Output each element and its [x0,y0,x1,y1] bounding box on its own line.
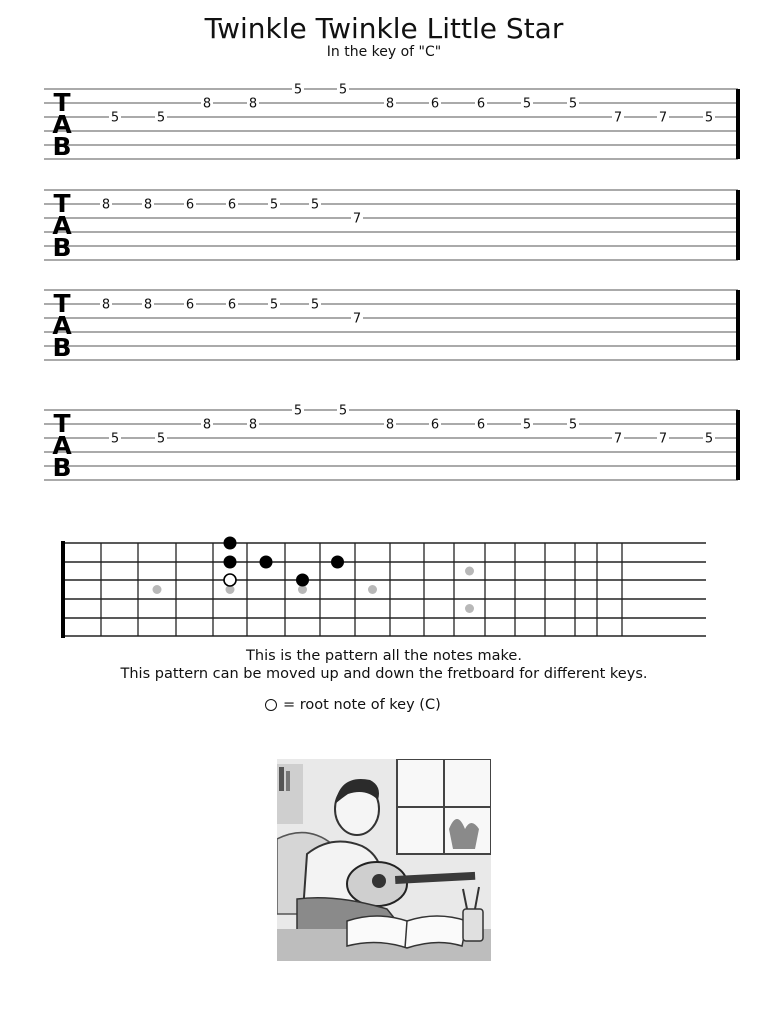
fret-number: 5 [310,197,320,213]
fret-number: 5 [269,197,279,213]
pattern-note-dot [224,556,237,569]
fret-number: 5 [522,96,532,112]
fret-number: 8 [202,96,212,112]
fret-number: 8 [101,197,111,213]
fret-number: 5 [110,110,120,126]
fret-number: 5 [156,431,166,447]
tab-clef-letter: T [53,88,71,117]
tab-clef-letter: T [53,189,71,218]
fret-number: 7 [352,211,362,227]
fret-number: 5 [338,403,348,419]
inlay-dot [368,585,377,594]
fret-number: 6 [227,297,237,313]
inlay-dot [465,567,474,576]
fret-number: 6 [430,96,440,112]
fret-number: 7 [658,431,668,447]
inlay-dot [465,604,474,613]
fret-number: 8 [143,297,153,313]
tab-clef-letter: A [52,431,72,460]
fret-number: 5 [522,417,532,433]
fret-number: 7 [613,431,623,447]
boy-playing-guitar-illustration [277,759,491,961]
tab-clef-letter: A [52,211,72,240]
fret-number: 8 [143,197,153,213]
fret-number: 5 [704,110,714,126]
fret-number: 6 [430,417,440,433]
fret-number: 5 [704,431,714,447]
tab-clef-letter: T [53,409,71,438]
fret-number: 7 [613,110,623,126]
tab-clef-letter: A [52,110,72,139]
pattern-note-dot [260,556,273,569]
pattern-note-dot [331,556,344,569]
pattern-caption: This is the pattern all the notes make. [246,648,522,664]
fret-number: 6 [227,197,237,213]
fret-number: 5 [269,297,279,313]
inlay-dot [153,585,162,594]
page-title: Twinkle Twinkle Little Star [204,12,564,45]
fret-number: 7 [352,311,362,327]
tab-clef-letter: B [52,233,72,262]
pattern-note: This pattern can be moved up and down the fretboard for different keys. [120,666,648,682]
legend-text: = root note of key (C) [283,697,441,713]
fret-number: 5 [310,297,320,313]
fret-number: 8 [248,96,258,112]
tab-clef-letter: B [52,453,72,482]
tab-clef-letter: T [53,289,71,318]
root-note-legend [265,697,441,713]
root-note-ring-icon [265,699,277,711]
fret-number: 8 [248,417,258,433]
tab-clef-letter: B [52,333,72,362]
fret-number: 5 [338,82,348,98]
fret-number: 8 [385,96,395,112]
fret-number: 6 [185,297,195,313]
fret-number: 6 [476,96,486,112]
tab-clef-letter: A [52,311,72,340]
root-note-dot [224,574,236,586]
fret-number: 8 [202,417,212,433]
fret-number: 5 [156,110,166,126]
fret-number: 8 [385,417,395,433]
fret-number: 5 [293,82,303,98]
fret-number: 5 [293,403,303,419]
fret-number: 5 [568,417,578,433]
key-subtitle: In the key of "C" [326,44,442,60]
tab-clef-letter: B [52,132,72,161]
fret-number: 5 [568,96,578,112]
fret-number: 6 [476,417,486,433]
fret-number: 8 [101,297,111,313]
fret-number: 5 [110,431,120,447]
fret-number: 7 [658,110,668,126]
pattern-note-dot [296,574,309,587]
pattern-note-dot [224,537,237,550]
fret-number: 6 [185,197,195,213]
